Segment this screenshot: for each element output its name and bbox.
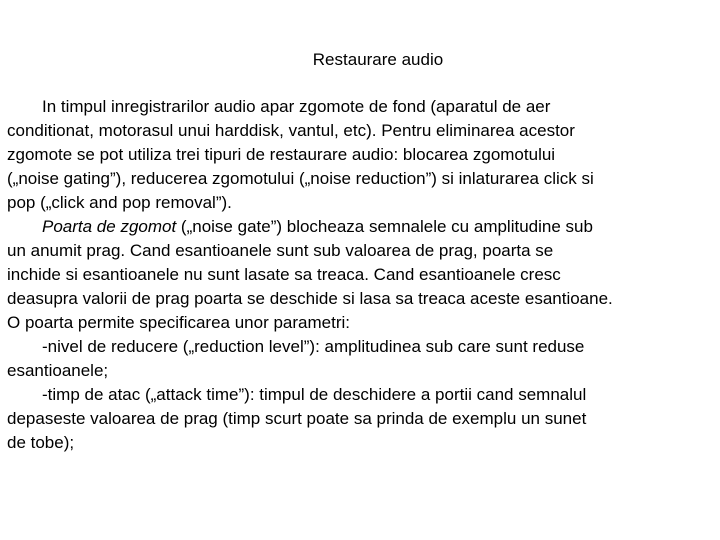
text-line: depaseste valoarea de prag (timp scurt poate sa prinda de exemplu un sunet [7, 409, 587, 428]
text-line: inchide si esantioanele nu sunt lasate sa treaca. Cand esantioanele cresc [7, 265, 561, 284]
text-line: O poarta permite specificarea unor parametri: [7, 313, 350, 332]
text-line: („noise gating”), reducerea zgomotului („noise reduction”) si inlaturarea click si [7, 169, 594, 188]
italic-term: Poarta de zgomot [42, 217, 177, 236]
text-line: pop („click and pop removal”). [7, 193, 232, 212]
text-line-mixed [7, 215, 719, 239]
text-line: -timp de atac („attack time”): timpul de deschidere a portii cand semnalul [42, 385, 587, 404]
text-line: esantioanele; [7, 361, 109, 380]
text-line: zgomote se pot utiliza trei tipuri de restaurare audio: blocarea zgomotului [7, 145, 556, 164]
text-line: de tobe); [7, 433, 75, 452]
text-line: deasupra valorii de prag poarta se deschide si lasa sa treaca aceste esantioane. [7, 289, 613, 308]
text-line: -nivel de reducere („reduction level”): amplitudinea sub care sunt reduse [42, 337, 585, 356]
text-line: In timpul inregistrarilor audio apar zgomote de fond (aparatul de aer [42, 97, 551, 116]
text-fragment: („noise gate”) blocheaza semnalele cu amplitudine sub [176, 217, 593, 236]
document-title: Restaurare audio [312, 50, 444, 69]
text-line: conditionat, motorasul unui harddisk, vantul, etc). Pentru eliminarea acestor [7, 121, 575, 140]
text-line: un anumit prag. Cand esantioanele sunt sub valoarea de prag, poarta se [7, 241, 554, 260]
document-body [7, 95, 719, 455]
